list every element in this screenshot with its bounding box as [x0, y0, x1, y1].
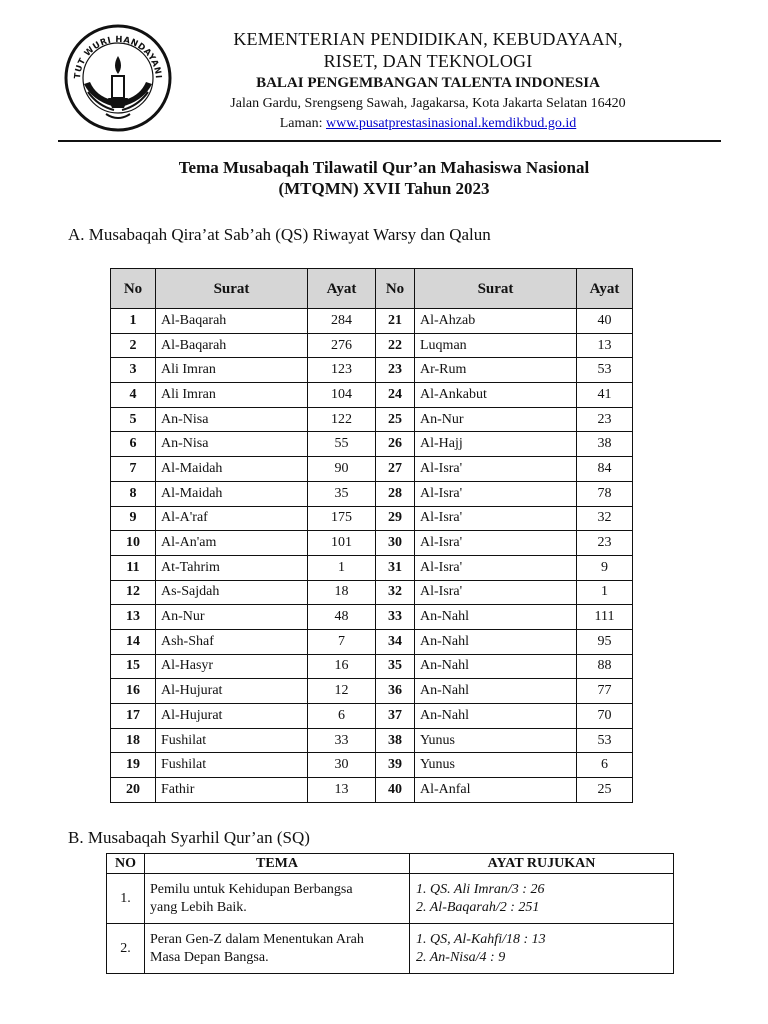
row-surat: Al-Maidah: [156, 457, 308, 482]
row-ayat: 13: [577, 333, 633, 358]
row-ayat: 7: [308, 629, 376, 654]
row-surat: Fushilat: [156, 753, 308, 778]
row-surat: Al-Isra': [415, 457, 577, 482]
table-row: [111, 580, 633, 605]
table-row: [111, 506, 633, 531]
qiraat-sabah-table: [110, 268, 633, 803]
table-header-row: [107, 854, 674, 874]
row-ayat: 104: [308, 383, 376, 408]
row-ayat: 13: [308, 778, 376, 803]
row-surat: An-Nur: [415, 407, 577, 432]
tema-line: Peran Gen-Z dalam Menentukan Arah: [150, 931, 364, 947]
row-ayat: 276: [308, 333, 376, 358]
table-row: [111, 654, 633, 679]
row-no: 28: [376, 481, 415, 506]
row-surat: An-Nahl: [415, 629, 577, 654]
row-ayat: 30: [308, 753, 376, 778]
row-surat: An-Nisa: [156, 407, 308, 432]
row-no: 2.: [107, 924, 145, 974]
agency-name: BALAI PENGEMBANGAN TALENTA INDONESIA: [256, 75, 600, 91]
row-surat: An-Nahl: [415, 654, 577, 679]
row-surat: Yunus: [415, 753, 577, 778]
row-surat: Al-Ahzab: [415, 309, 577, 334]
row-surat: At-Tahrim: [156, 555, 308, 580]
row-ayat: 48: [308, 605, 376, 630]
table-row: [111, 555, 633, 580]
row-ayat: 1: [308, 555, 376, 580]
row-no: 10: [111, 531, 156, 556]
row-tema: [145, 924, 410, 974]
row-no: 35: [376, 654, 415, 679]
svg-text:TUT WURI HANDAYANI: TUT WURI HANDAYANI: [72, 34, 164, 80]
row-surat: Al-An'am: [156, 531, 308, 556]
row-ayat: 284: [308, 309, 376, 334]
document-title-line2: (MTQMN) XVII Tahun 2023: [278, 179, 490, 198]
row-no: 3: [111, 358, 156, 383]
tema-line: Masa Depan Bangsa.: [150, 949, 269, 965]
row-ayat: 41: [577, 383, 633, 408]
row-surat: Ali Imran: [156, 383, 308, 408]
row-surat: Al-Baqarah: [156, 309, 308, 334]
header-surat: Surat: [415, 269, 577, 309]
table-header-row: [111, 269, 633, 309]
row-ayat-rujukan: [410, 874, 674, 924]
row-ayat: 101: [308, 531, 376, 556]
row-ayat: 90: [308, 457, 376, 482]
row-no: 13: [111, 605, 156, 630]
row-no: 18: [111, 728, 156, 753]
row-no: 15: [111, 654, 156, 679]
row-no: 17: [111, 704, 156, 729]
reference-line: 1. QS. Ali Imran/3 : 26: [416, 881, 545, 897]
row-no: 14: [111, 629, 156, 654]
header-ayat: Ayat: [577, 269, 633, 309]
row-no: 19: [111, 753, 156, 778]
header-surat: Surat: [156, 269, 308, 309]
row-no: 30: [376, 531, 415, 556]
table-row: [107, 924, 674, 974]
table-row: [111, 778, 633, 803]
table-row: [111, 629, 633, 654]
table-row: [111, 407, 633, 432]
row-ayat: 12: [308, 679, 376, 704]
document-title: [0, 157, 768, 199]
row-surat: Al-Isra': [415, 506, 577, 531]
row-ayat: 40: [577, 309, 633, 334]
website-label: Laman:: [279, 116, 323, 131]
row-surat: Al-Ankabut: [415, 383, 577, 408]
row-no: 32: [376, 580, 415, 605]
row-ayat: 1: [577, 580, 633, 605]
row-ayat: 23: [577, 531, 633, 556]
row-surat: An-Nisa: [156, 432, 308, 457]
row-surat: Al-Anfal: [415, 778, 577, 803]
syarhil-quran-table: [106, 853, 674, 974]
agency-website: [188, 114, 668, 134]
row-no: 34: [376, 629, 415, 654]
section-a-heading: A. Musabaqah Qira’at Sab’ah (QS) Riwayat Warsy dan Qalun: [68, 225, 491, 244]
row-no: 22: [376, 333, 415, 358]
ministry-name-line2: RISET, DAN TEKNOLOGI: [323, 51, 533, 71]
row-no: 40: [376, 778, 415, 803]
table-row: [111, 358, 633, 383]
table-row: [111, 383, 633, 408]
row-no: 27: [376, 457, 415, 482]
row-ayat: 95: [577, 629, 633, 654]
row-surat: Al-Isra': [415, 580, 577, 605]
row-ayat: 111: [577, 605, 633, 630]
row-ayat: 18: [308, 580, 376, 605]
table-row: [111, 704, 633, 729]
row-no: 2: [111, 333, 156, 358]
row-surat: Yunus: [415, 728, 577, 753]
row-ayat: 35: [308, 481, 376, 506]
row-surat: Al-Hasyr: [156, 654, 308, 679]
website-link[interactable]: www.pusatprestasinasional.kemdikbud.go.id: [325, 116, 577, 131]
header-no: No: [111, 269, 156, 309]
row-no: 6: [111, 432, 156, 457]
row-no: 23: [376, 358, 415, 383]
letterhead-divider: [58, 140, 721, 142]
row-ayat: 23: [577, 407, 633, 432]
row-surat: Al-Isra': [415, 481, 577, 506]
tut-wuri-handayani-logo-icon: [62, 22, 174, 134]
table-row: [111, 753, 633, 778]
row-surat: As-Sajdah: [156, 580, 308, 605]
reference-line: 2. An-Nisa/4 : 9: [416, 949, 506, 965]
row-ayat: 32: [577, 506, 633, 531]
row-ayat: 88: [577, 654, 633, 679]
row-surat: Al-Isra': [415, 531, 577, 556]
ministry-name-line1: KEMENTERIAN PENDIDIKAN, KEBUDAYAAN,: [233, 29, 623, 49]
row-surat: Al-Hajj: [415, 432, 577, 457]
row-ayat: 9: [577, 555, 633, 580]
section-b-heading: B. Musabaqah Syarhil Qur’an (SQ): [68, 828, 310, 847]
row-no: 25: [376, 407, 415, 432]
table-row: [111, 309, 633, 334]
reference-line: 2. Al-Baqarah/2 : 251: [416, 899, 540, 915]
tema-line: Pemilu untuk Kehidupan Berbangsa: [150, 881, 353, 897]
row-no: 29: [376, 506, 415, 531]
row-no: 1: [111, 309, 156, 334]
table-row: [111, 333, 633, 358]
header-ayat: Ayat: [308, 269, 376, 309]
row-ayat: 16: [308, 654, 376, 679]
row-ayat: 6: [308, 704, 376, 729]
row-surat: Ar-Rum: [415, 358, 577, 383]
row-no: 37: [376, 704, 415, 729]
row-no: 8: [111, 481, 156, 506]
row-ayat: 55: [308, 432, 376, 457]
agency-address: Jalan Gardu, Srengseng Sawah, Jagakarsa, Kota Jakarta Selatan 16420: [230, 96, 626, 111]
table-row: [111, 432, 633, 457]
row-surat: Al-Isra': [415, 555, 577, 580]
row-surat: Al-Baqarah: [156, 333, 308, 358]
row-ayat: 78: [577, 481, 633, 506]
row-no: 26: [376, 432, 415, 457]
row-no: 36: [376, 679, 415, 704]
row-ayat: 25: [577, 778, 633, 803]
row-no: 4: [111, 383, 156, 408]
table-row: [107, 874, 674, 924]
row-ayat: 70: [577, 704, 633, 729]
row-ayat-rujukan: [410, 924, 674, 974]
header-tema: TEMA: [145, 854, 410, 874]
table-row: [111, 457, 633, 482]
row-surat: Ali Imran: [156, 358, 308, 383]
row-ayat: 122: [308, 407, 376, 432]
reference-line: 1. QS, Al-Kahfi/18 : 13: [416, 931, 546, 947]
row-ayat: 6: [577, 753, 633, 778]
row-no: 16: [111, 679, 156, 704]
row-no: 31: [376, 555, 415, 580]
row-surat: Al-Hujurat: [156, 704, 308, 729]
row-surat: Al-Hujurat: [156, 679, 308, 704]
letterhead: [0, 0, 768, 142]
document-title-line1: Tema Musabaqah Tilawatil Qur’an Mahasiswa Nasional: [178, 158, 590, 177]
row-no: 1.: [107, 874, 145, 924]
row-no: 9: [111, 506, 156, 531]
row-no: 38: [376, 728, 415, 753]
row-no: 5: [111, 407, 156, 432]
row-surat: An-Nahl: [415, 605, 577, 630]
header-ayat-rujukan: AYAT RUJUKAN: [410, 854, 674, 874]
row-no: 7: [111, 457, 156, 482]
row-surat: Fathir: [156, 778, 308, 803]
row-surat: Ash-Shaf: [156, 629, 308, 654]
row-ayat: 53: [577, 728, 633, 753]
row-no: 39: [376, 753, 415, 778]
header-no: NO: [107, 854, 145, 874]
header-no: No: [376, 269, 415, 309]
row-no: 21: [376, 309, 415, 334]
row-ayat: 38: [577, 432, 633, 457]
row-ayat: 77: [577, 679, 633, 704]
row-no: 20: [111, 778, 156, 803]
table-row: [111, 605, 633, 630]
row-surat: Luqman: [415, 333, 577, 358]
row-surat: An-Nur: [156, 605, 308, 630]
row-no: 11: [111, 555, 156, 580]
row-surat: An-Nahl: [415, 704, 577, 729]
table-row: [111, 679, 633, 704]
row-surat: Al-A'raf: [156, 506, 308, 531]
row-ayat: 33: [308, 728, 376, 753]
row-ayat: 123: [308, 358, 376, 383]
row-surat: Al-Maidah: [156, 481, 308, 506]
row-surat: Fushilat: [156, 728, 308, 753]
row-ayat: 84: [577, 457, 633, 482]
row-tema: [145, 874, 410, 924]
tema-line: yang Lebih Baik.: [150, 899, 247, 915]
row-no: 33: [376, 605, 415, 630]
row-ayat: 175: [308, 506, 376, 531]
table-row: [111, 531, 633, 556]
table-row: [111, 481, 633, 506]
row-no: 24: [376, 383, 415, 408]
row-no: 12: [111, 580, 156, 605]
row-ayat: 53: [577, 358, 633, 383]
table-row: [111, 728, 633, 753]
row-surat: An-Nahl: [415, 679, 577, 704]
